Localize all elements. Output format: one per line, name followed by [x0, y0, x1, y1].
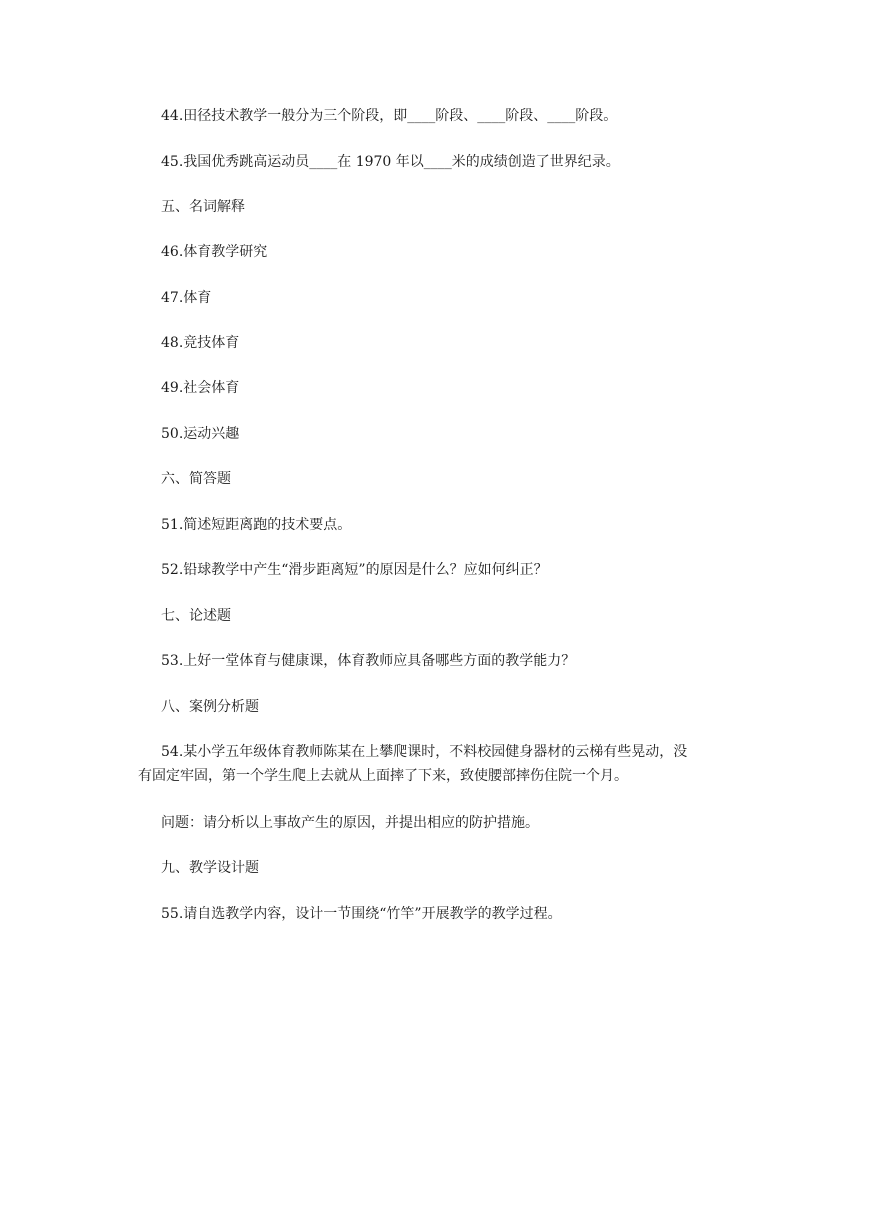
question-45: 45.我国优秀跳高运动员____在 1970 年以____米的成绩创造了世界纪录。	[161, 154, 620, 170]
section-heading-6: 六、简答题	[161, 471, 231, 487]
question-46: 46.体育教学研究	[161, 244, 268, 260]
question-51: 51.简述短距离跑的技术要点。	[161, 517, 352, 533]
question-47: 47.体育	[161, 290, 212, 306]
question-50: 50.运动兴趣	[161, 426, 240, 442]
section-heading-9: 九、教学设计题	[161, 860, 259, 876]
section-heading-8: 八、案例分析题	[161, 699, 259, 715]
question-54-prompt: 问题：请分析以上事故产生的原因，并提出相应的防护措施。	[161, 815, 539, 831]
question-54-line-1: 54.某小学五年级体育教师陈某在上攀爬课时，不料校园健身器材的云梯有些晃动，没	[161, 744, 688, 760]
question-55: 55.请自选教学内容，设计一节围绕“竹竿”开展教学的教学过程。	[161, 906, 562, 922]
question-54	[138, 740, 751, 788]
question-53: 53.上好一堂体育与健康课，体育教师应具备哪些方面的教学能力？	[161, 653, 576, 669]
question-54-line-2: 有固定牢固，第一个学生爬上去就从上面摔了下来，致使腰部摔伤住院一个月。	[138, 768, 628, 784]
section-heading-7: 七、论述题	[161, 608, 231, 624]
question-49: 49.社会体育	[161, 380, 240, 396]
question-52: 52.铅球教学中产生“滑步距离短”的原因是什么？应如何纠正？	[161, 562, 548, 578]
section-heading-5: 五、名词解释	[161, 199, 245, 215]
question-48: 48.竞技体育	[161, 335, 240, 351]
question-44: 44.田径技术教学一般分为三个阶段，即____阶段、____阶段、____阶段。	[161, 108, 618, 124]
